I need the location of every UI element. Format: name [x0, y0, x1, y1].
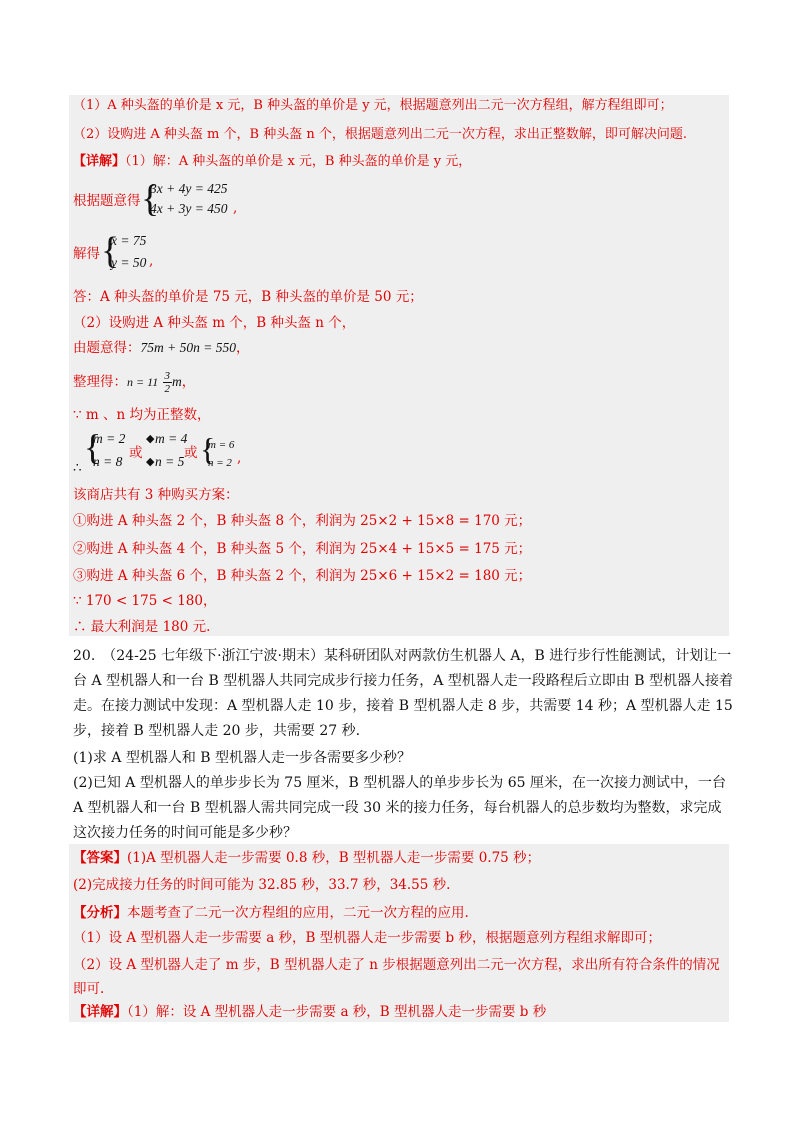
- or-1: 或: [129, 445, 143, 461]
- plan-1: ①购进 A 种头盔 2 个，B 种头盔 8 个，利润为 25×2 + 15×8 = 170 元；: [73, 513, 532, 529]
- simplify-rhs: m: [172, 374, 182, 389]
- max-profit-conclusion: ∴ 最大利润是 180 元.: [73, 619, 211, 635]
- solution-y: y = 50: [111, 255, 147, 270]
- because-integers: ∵ m 、n 均为正整数，: [73, 407, 211, 423]
- plans-intro: 该商店共有 3 种购买方案：: [73, 487, 239, 503]
- compare-profits: ∵ 170 < 175 < 180，: [73, 593, 217, 609]
- fraction-3-2: $\frac{3}{2}$: [164, 370, 171, 395]
- detail-20: [73, 1003, 546, 1021]
- given-equation: 由题意得：75m + 50n = 550，: [73, 340, 250, 356]
- equation-2: 4x + 3y = 450: [150, 201, 228, 216]
- simplified-equation: 整理得：n = 11 $\frac{3}{2}$ m，: [73, 370, 196, 395]
- simplify-lhs: n = 11: [127, 375, 159, 389]
- garbled-glyph: ◆: [146, 432, 155, 445]
- equation-1: 3x + 4y = 425: [150, 181, 228, 196]
- solution-brace: {: [101, 230, 120, 272]
- comma-mark-3: ,: [237, 450, 242, 466]
- system-brace: {: [141, 178, 160, 220]
- answer-20-text-1: (1)A 型机器人走一步需要 0.8 秒，B 型机器人走一步需要 0.75 秒；: [127, 850, 541, 866]
- case-1-n: n = 8: [93, 454, 123, 469]
- eq-intro: 根据题意得: [73, 193, 141, 209]
- answer-20-part-1: [73, 849, 540, 867]
- garbled-glyph-2: ◆: [146, 455, 155, 468]
- analysis-20: [73, 904, 469, 922]
- detail-20-tag: 【详解】: [73, 1004, 127, 1020]
- given-label: 由题意得：: [73, 340, 141, 356]
- plan-3: ③购进 A 种头盔 6 个，B 种头盔 2 个，利润为 25×6 + 15×2 = 180 元；: [73, 568, 532, 584]
- solution-x: x = 75: [111, 233, 147, 248]
- question-20-part-2: (2)已知 A 型机器人的单步步长为 75 厘米，B 型机器人的单步步长为 65 厘米，在一次接力测试中，一台 A 型机器人和一台 B 型机器人需共同完成一段 30 米的接力任务，每台机器人的总步数均为整数，求完成这次接力任务的时间可能是多少秒？: [73, 775, 727, 841]
- solution-19-analysis-1: （1）A 种头盔的单价是 x 元，B 种头盔的单价是 y 元，根据题意列出二元一次方程组，解方程组即可；: [73, 98, 673, 113]
- analysis-20-step-2: （2）设 A 型机器人走了 m 步，B 型机器人走了 n 步根据题意列出二元一次方程，求出所有符合条件的情况即可.: [73, 957, 720, 997]
- detail-tag: 【详解】: [73, 154, 126, 169]
- answer-tag: 【答案】: [73, 850, 127, 866]
- or-2: 或: [184, 445, 198, 461]
- part-2-setup: （2）设购进 A 种头盔 m 个，B 种头盔 n 个，: [73, 315, 356, 331]
- comma-mark-2: ,: [149, 253, 154, 269]
- case-3-n: n = 2: [208, 457, 232, 469]
- solve-intro: 解得: [73, 246, 100, 262]
- case-1-brace: {: [84, 427, 102, 467]
- solution-19-detail: [73, 153, 471, 171]
- therefore-symbol: ∴: [73, 460, 82, 476]
- question-20-part-1: (1)求 A 型机器人和 B 型机器人走一步各需要多少秒？: [73, 750, 412, 766]
- question-20-stem: 20. （24-25 七年级下·浙江宁波·期末）某科研团队对两款仿生机器人 A，B 进行步行性能测试，计划让一台 A 型机器人和一台 B 型机器人共同完成步行接力任务，A 型机器人走一段路程后立即由 B 型机器人接着走。在接力测试中发现：A 型机器人走 10 步，接着 B 型机器人走 8 步，共需要 14 秒；A 型机器人走 15 步，接着 B 型机器人走 20 步，共需要 27 秒.: [73, 648, 733, 739]
- case-3-m: m = 6: [208, 439, 235, 451]
- analysis-text: 本题考查了二元一次方程组的应用，二元一次方程的应用.: [127, 905, 469, 921]
- detail-20-text: （1）解：设 A 型机器人走一步需要 a 秒，B 型机器人走一步需要 b 秒: [127, 1004, 547, 1020]
- case-1-m: m = 2: [93, 431, 126, 446]
- simplify-label: 整理得：: [73, 374, 127, 390]
- case-2-n: n = 5: [155, 454, 185, 469]
- answer-1: 答：A 种头盔的单价是 75 元，B 种头盔的单价是 50 元；: [73, 289, 423, 305]
- answer-20-part-2: (2)完成接力任务的时间可能为 32.85 秒，33.7 秒，34.55 秒.: [73, 877, 451, 893]
- given-eq: 75m + 50n = 550: [140, 340, 236, 355]
- comma-mark: ,: [233, 200, 238, 216]
- analysis-20-step-1: （1）设 A 型机器人走一步需要 a 秒，B 型机器人走一步需要 b 秒，根据题意列方程组求解即可；: [73, 930, 661, 946]
- case-2-m: m = 4: [155, 431, 188, 446]
- case-3-brace: {: [200, 431, 216, 467]
- analysis-tag: 【分析】: [73, 905, 127, 921]
- detail-text: （1）解：A 种头盔的单价是 x 元，B 种头盔的单价是 y 元，: [125, 154, 472, 169]
- plan-2: ②购进 A 种头盔 4 个，B 种头盔 5 个，利润为 25×4 + 15×5 = 175 元；: [73, 541, 532, 557]
- solution-19-analysis-2: （2）设购进 A 种头盔 m 个，B 种头盔 n 个，根据题意列出二元一次方程，求出正整数解，即可解决问题.: [73, 127, 687, 142]
